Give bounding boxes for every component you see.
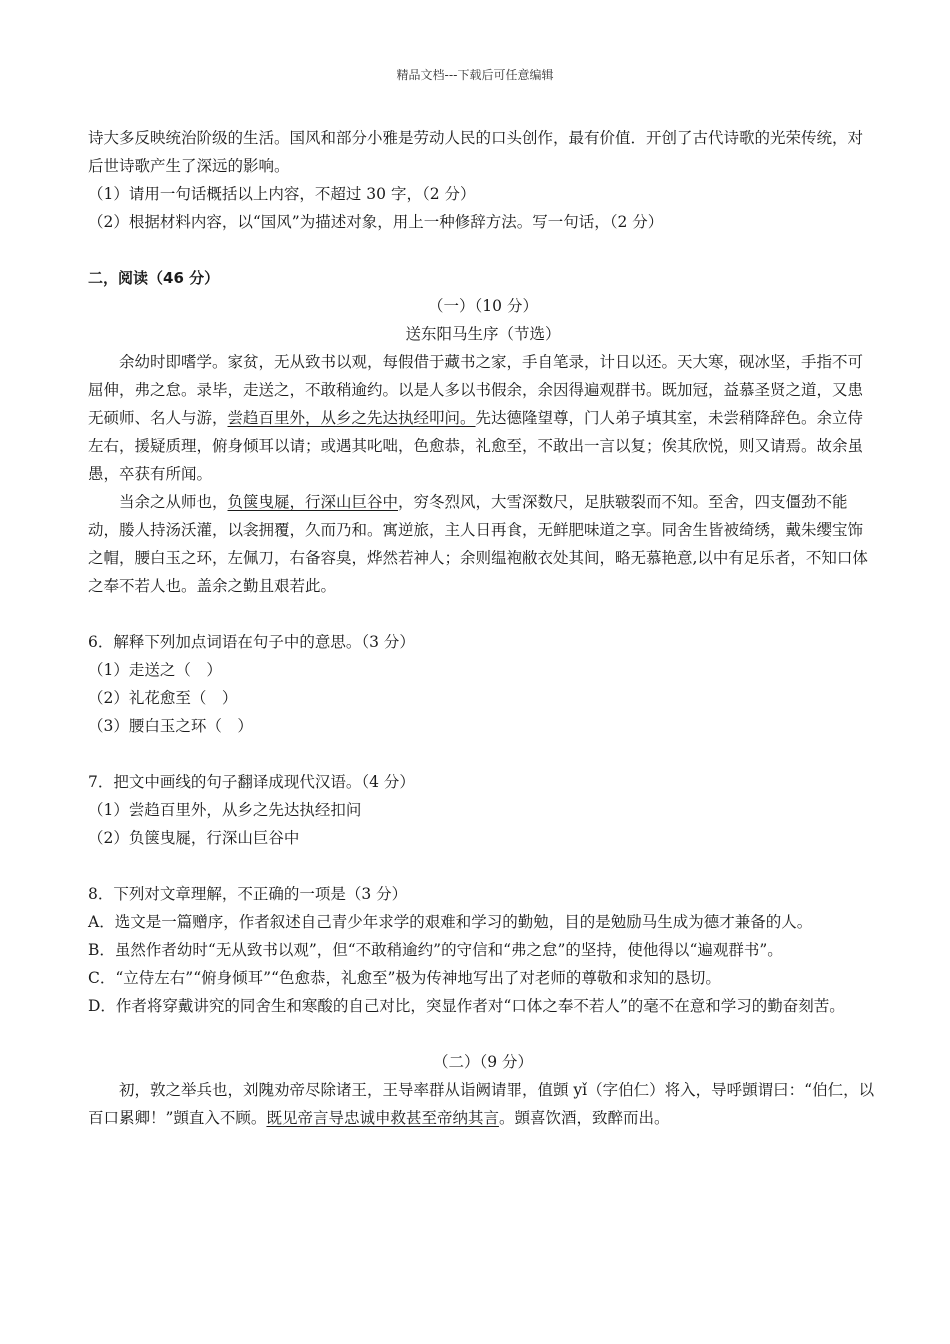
underlined-sentence-1: 尝趋百里外，从乡之先达执经叩问。 [227,409,476,427]
underlined-sentence-3: 既见帝言导忠诚申救甚至帝纳其言 [266,1109,499,1127]
question-8-option-a: A．选文是一篇赠序，作者叙述自己青少年求学的艰难和学习的勤勉，目的是勉励马生成为德才兼备的人。 [88,913,813,931]
intro-question-1: （1）请用一句话概括以上内容，不超过 30 字，（2 分） [88,185,476,203]
part2-paragraph [88,1076,878,1132]
part2-heading: （二）（9 分） [432,1053,534,1071]
passage-title: 送东阳马生序（节选） [405,325,561,343]
question-6-item: （3）腰白玉之环（ ） [88,717,253,735]
intro-question-2: （2）根据材料内容，以“国风”为描述对象，用上一种修辞方法。写一句话，（2 分） [88,213,664,231]
intro-paragraph: 诗大多反映统治阶级的生活。国风和部分小雅是劳动人民的口头创作，最有价值．开创了古代诗歌的光荣传统，对后世诗歌产生了深远的影响。 [88,129,864,175]
question-8-stem: 8．下列对文章理解，不正确的一项是（3 分） [88,885,408,903]
section-heading: 二，阅读（46 分） [88,269,220,287]
part1-heading: （一）（10 分） [428,297,538,315]
question-8-option-b: B．虽然作者幼时“无从致书以观”，但“不敢稍逾约”的守信和“弗之怠”的坚持，使他得以“遍观群书”。 [88,941,783,959]
question-7-item: （1）尝趋百里外，从乡之先达执经扣问 [88,801,362,819]
passage-text: ，穷冬烈风，大雪深数尺，足肤皲裂而不知。至舍，四支僵劲不能动，媵人持汤沃灌，以衾拥覆，久而乃和。寓逆旅，主人日再食，无鲜肥味道之享。同舍生皆被绮绣，戴朱缨宝饰之帽，腰白玉之环，左佩刀，右备容臭，烨然若神人；余则缊袍敝衣处其间，略无慕艳意,以中有足乐者，不知口体之奉不若人也。盖余之勤且艰若此。 [88,493,868,595]
passage-paragraph-1 [88,348,878,488]
page-header: 精品文档---下载后可任意编辑 [396,68,554,82]
passage-text: 初，敦之举兵也，刘隗劝帝尽除诸王，王导率群从诣阙请罪，值顗 yǐ（字伯仁）将入，导呼顗谓曰：“伯仁，以百口累卿！”顗直入不顾。 [88,1081,875,1127]
passage-text: 。顗喜饮酒，致醉而出。 [498,1109,670,1127]
question-7-stem: 7．把文中画线的句子翻译成现代汉语。（4 分） [88,773,415,791]
passage-text: 余幼时即嗜学。家贫，无从致书以观，每假借于藏书之家，手自笔录，计日以还。天大寒，砚冰坚，手指不可屈伸，弗之怠。录毕，走送之，不敢稍逾约。以是人多以书假余，余因得遍观群书。既加冠，益慕圣贤之道，又患无硕师、名人与游， [88,353,864,427]
underlined-sentence-2: 负箧曳屣，行深山巨谷中 [227,493,399,511]
question-6-item: （2）礼花愈至（ ） [88,689,238,707]
question-6-item: （1）走送之（ ） [88,661,222,679]
question-8-option-c: C．“立侍左右”“俯身倾耳”“色愈恭，礼愈至”极为传神地写出了对老师的尊敬和求知的恳切。 [88,969,721,987]
document-body [88,124,878,1132]
passage-text: 先达德隆望尊，门人弟子填其室，未尝稍降辞色。余立侍左右，援疑质理，俯身倾耳以请；或遇其叱咄，色愈恭，礼愈至，不敢出一言以复；俟其欣悦，则又请焉。故余虽愚，卒获有所闻。 [88,409,864,483]
question-8-option-d: D．作者将穿戴讲究的同舍生和寒酸的自己对比，突显作者对“口体之奉不若人”的毫不在意和学习的勤奋刻苦。 [88,997,845,1015]
passage-paragraph-2 [88,488,878,600]
question-7-item: （2）负箧曳屣，行深山巨谷中 [88,829,300,847]
passage-text: 当余之从师也， [119,493,228,511]
question-6-stem: 6．解释下列加点词语在句子中的意思。（3 分） [88,633,415,651]
